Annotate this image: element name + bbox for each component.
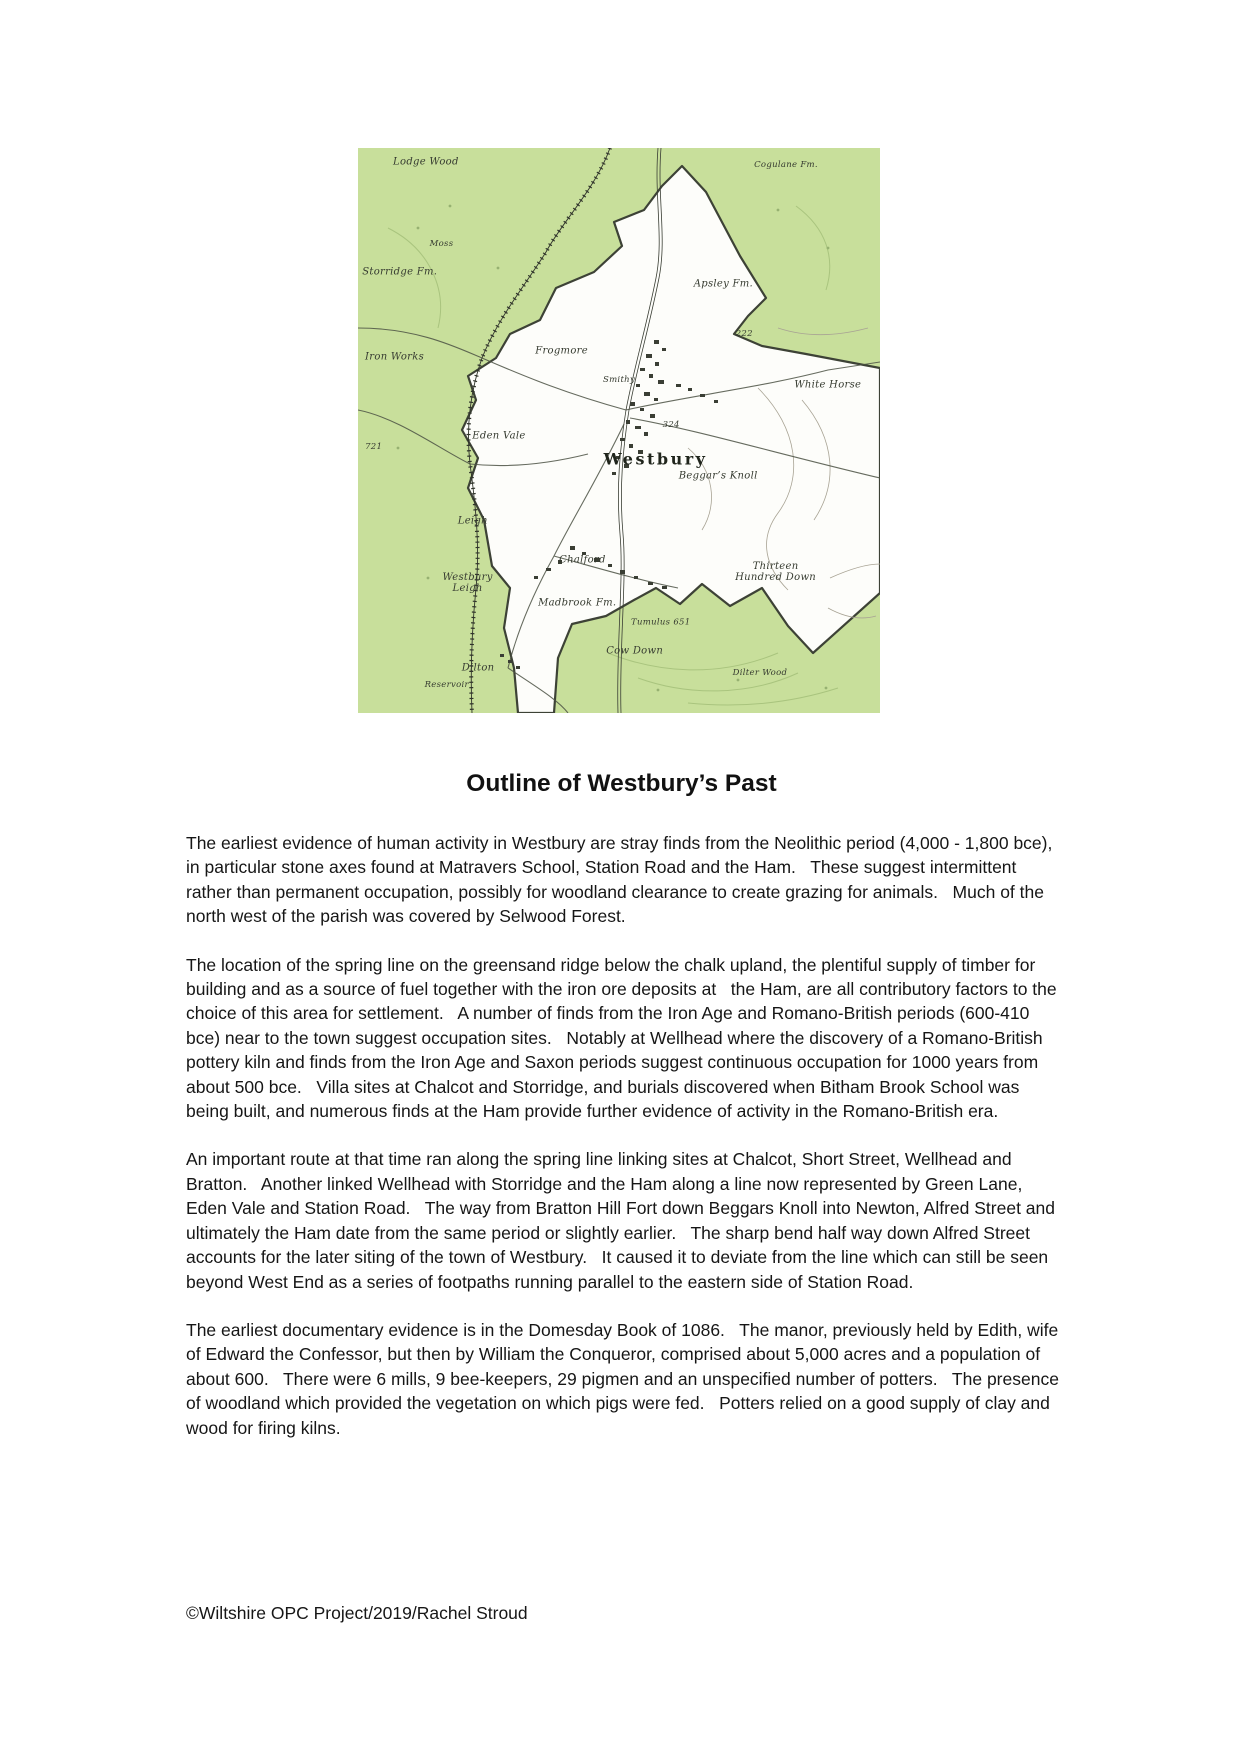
- map-label-spot-height-324: 324: [662, 419, 680, 430]
- map-label-thirteen-hundred-down: Thirteen Hundred Down: [735, 560, 817, 583]
- map-label-chalford: Chalford: [559, 554, 606, 566]
- page-title: Outline of Westbury’s Past: [466, 770, 777, 797]
- map-label-reservoir: Reservoir: [424, 679, 469, 690]
- map-label-cow-down: Cow Down: [606, 645, 664, 657]
- map-label-leigh: Leigh: [457, 515, 488, 527]
- map-label-lodge-wood: Lodge Wood: [393, 156, 459, 168]
- map-label-dilton: Dilton: [461, 662, 495, 674]
- map-label-madbrook-fm: Madbrook Fm.: [538, 597, 617, 609]
- copyright-footer: ©Wiltshire OPC Project/2019/Rachel Stroud: [186, 1603, 528, 1623]
- map-label-beggars-knoll: Beggar’s Knoll: [678, 470, 758, 482]
- map-label-eden-vale: Eden Vale: [472, 430, 526, 442]
- map-label-apsley-fm: Apsley Fm.: [693, 278, 754, 290]
- paragraph-neolithic: The earliest evidence of human activity in Westbury are stray finds from the Neolithic period (4,000 - 1,800 bce), in particular stone axes found at Matravers School, Station Road and the Ham. These suggest intermittent rather than permanent occupation, possibly for woodland clearance to create grazing for animals. Much of the north west of the parish was covered by Selwood Forest.: [186, 833, 1058, 927]
- map-label-spot-height-222: 222: [735, 329, 753, 340]
- article-body: [186, 831, 1064, 1464]
- paragraph-spring-line: The location of the spring line on the greensand ridge below the chalk upland, the plentiful supply of timber for building and as a source of fuel together with the iron ore deposits at the Ham, are all contributory factors to the choice of this area for settlement. A number of finds from the Iron Age and Romano-British periods (600-410 bce) near to the town suggest occupation sites. Notably at Wellhead where the discovery of a Romano-British pottery kiln and finds from the Iron Age and Saxon periods suggest continuous occupation for 1000 years from about 500 bce. Villa sites at Chalcot and Storridge, and burials discovered when Bitham Brook School was being built, and numerous finds at the Ham provide further evidence of activity in the Romano-British era.: [186, 954, 1062, 1122]
- map-label-white-horse: White Horse: [794, 379, 862, 391]
- map-label-westbury: Westbury: [603, 449, 708, 469]
- paragraph-routes: An important route at that time ran along the spring line linking sites at Chalcot, Short Street, Wellhead and Bratton. Another linked Wellhead with Storridge and the Ham along a line now represented by Green Lane, Eden Vale and Station Road. The way from Bratton Hill Fort down Beggars Knoll into Newton, Alfred Street and ultimately the Ham date from the same period or slightly earlier. The sharp bend half way down Alfred Street accounts for the later siting of the town of Westbury. It caused it to deviate from the line which can still be seen beyond West End as a series of footpaths running parallel to the eastern side of Station Road.: [186, 1149, 1060, 1292]
- map-label-storridge-fm: Storridge Fm.: [362, 266, 438, 278]
- map-label-frogmore: Frogmore: [535, 345, 588, 357]
- map-label-cogulane-fm: Cogulane Fm.: [754, 159, 818, 170]
- map-label-dilter-wood: Dilter Wood: [732, 668, 788, 679]
- map-label-smithy: Smithy: [602, 374, 636, 385]
- map-label-iron-works: Iron Works: [365, 351, 425, 363]
- map-label-westbury-leigh: Westbury Leigh: [442, 572, 493, 595]
- map-label-spot-height-721: 721: [365, 442, 383, 453]
- parish-map-graphic: [358, 148, 880, 713]
- parish-map: [358, 148, 880, 713]
- map-label-tumulus-651: Tumulus 651: [631, 616, 691, 627]
- paragraph-domesday: The earliest documentary evidence is in the Domesday Book of 1086. The manor, previously held by Edith, wife of Edward the Confessor, but then by William the Conqueror, comprised about 5,000 acres and a population of about 600. There were 6 mills, 9 bee-keepers, 29 pigmen and an unspecified number of potters. The presence of woodland which provided the vegetation on which pigs were fed. Potters relied on a good supply of clay and wood for firing kilns.: [186, 1319, 1064, 1438]
- map-label-moss: Moss: [429, 239, 454, 250]
